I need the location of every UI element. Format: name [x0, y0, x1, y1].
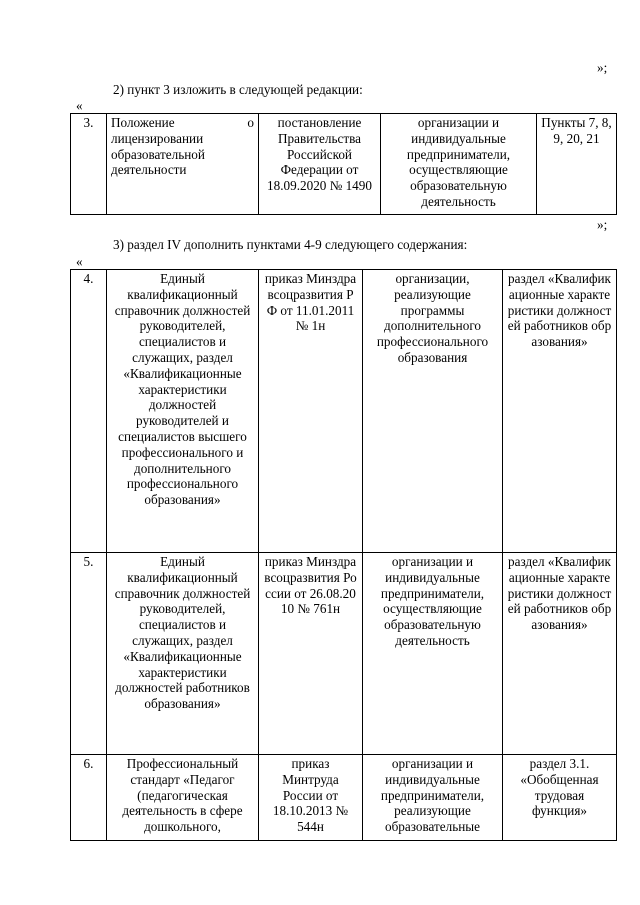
applicable-parts: Пункты 7, 8, 9, 20, 21	[537, 114, 617, 215]
closing-quote-mark: »;	[597, 217, 608, 232]
table-point-3	[70, 113, 617, 215]
closing-quote-mark: »;	[597, 60, 608, 75]
legal-act: приказ Минздравсоцразвития РФ от 11.01.2011 № 1н	[259, 270, 363, 553]
table-row	[71, 755, 617, 841]
legal-act: постановление Правительства Российской Федерации от 18.09.2020 № 1490	[259, 114, 381, 215]
row-number: 4.	[71, 270, 107, 553]
table-points-4-9	[70, 269, 617, 841]
subjects: организации и индивидуальные предприниматели, осуществляющие образовательную деятельность	[363, 553, 503, 755]
subjects: организации, реализующие программы дополнительного профессионального образования	[363, 270, 503, 553]
legal-act: приказ Минтруда России от 18.10.2013 № 544н	[259, 755, 363, 841]
opening-quote-mark: «	[76, 254, 83, 269]
document-name-word: Положение	[111, 115, 175, 130]
document-name-rest: лицензировании образовательной деятельности	[111, 130, 205, 178]
table-row	[71, 270, 617, 553]
row-number: 5.	[71, 553, 107, 755]
applicable-parts: раздел 3.1. «Обобщенная трудовая функция»	[503, 755, 617, 841]
subjects: организации и индивидуальные предприниматели, осуществляющие образовательную деятельность	[381, 114, 537, 215]
document-name: Единый квалификационный справочник должностей руководителей, специалистов и служащих, раздел «Квалификационные характеристики должностей работников образования»	[107, 553, 259, 755]
applicable-parts: раздел «Квалификационные характеристики должностей работников образования»	[503, 553, 617, 755]
row-number: 6.	[71, 755, 107, 841]
item-3-heading: 3) раздел IV дополнить пунктами 4-9 следующего содержания:	[113, 237, 468, 252]
legal-act: приказ Минздравсоцразвития России от 26.08.2010 № 761н	[259, 553, 363, 755]
subjects: организации и индивидуальные предприниматели, реализующие образовательные	[363, 755, 503, 841]
document-name	[107, 114, 259, 215]
document-name-first-line	[111, 115, 254, 131]
opening-quote-mark: «	[76, 98, 83, 113]
document-name-suffix: о	[247, 115, 254, 130]
document-name: Профессиональный стандарт «Педагог (педагогическая деятельность в сфере дошкольного,	[107, 755, 259, 841]
item-2-heading: 2) пункт 3 изложить в следующей редакции:	[113, 82, 363, 97]
row-number: 3.	[71, 114, 107, 215]
document-name: Единый квалификационный справочник должностей руководителей, специалистов и служащих, раздел «Квалификационные характеристики должностей руководителей и специалистов высшего профессионального и дополнительного профессионального образования»	[107, 270, 259, 553]
applicable-parts: раздел «Квалификационные характеристики должностей работников образования»	[503, 270, 617, 553]
table-row	[71, 553, 617, 755]
table-row	[71, 114, 617, 215]
